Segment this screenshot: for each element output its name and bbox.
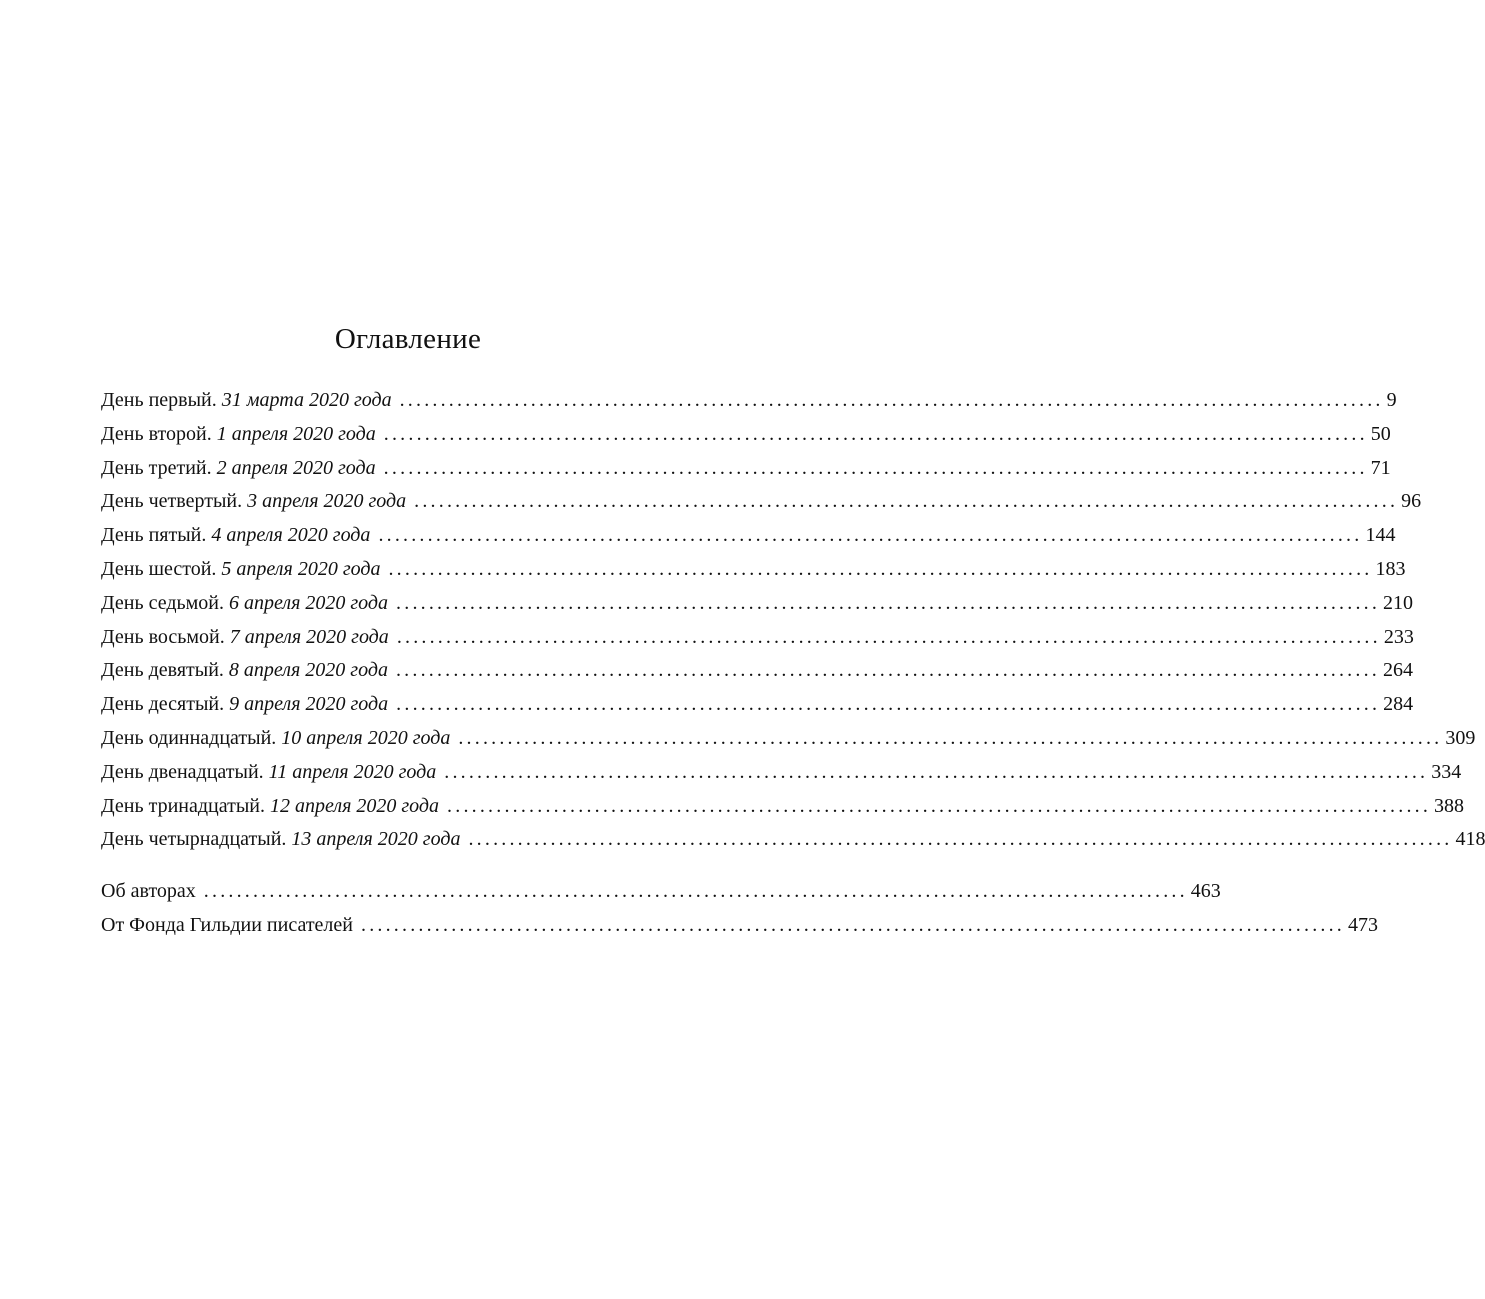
toc-entry-label [101, 524, 370, 547]
toc-entry-date: 31 марта 2020 года [221, 389, 392, 411]
dot-leader: ........................................................................................................................ [414, 490, 1399, 513]
toc-entry-date: 1 апреля 2020 года [216, 422, 376, 445]
toc-entry-date: 5 апреля 2020 года [221, 557, 381, 580]
toc-entry-day: День седьмой. [101, 591, 224, 614]
toc-entry-day: День третий. [101, 456, 212, 479]
toc-entry-label [101, 423, 376, 446]
toc-entry-page: 334 [1431, 760, 1462, 783]
dot-leader: ........................................................................................................................ [388, 557, 1373, 580]
toc-entry [101, 828, 1485, 862]
toc-entry-label [101, 389, 392, 412]
toc-entry-page: 473 [1348, 913, 1378, 936]
dot-leader: ........................................................................................................................ [361, 913, 1345, 936]
dot-leader: ........................................................................................................................ [447, 794, 1432, 817]
toc-entry-day: День четвертый. [101, 490, 243, 513]
dot-leader: ........................................................................................................................ [378, 524, 1363, 547]
toc-entry-page: 210 [1383, 591, 1414, 614]
toc-entry-label [101, 795, 439, 818]
toc-entry-day: День пятый. [101, 524, 207, 547]
toc-entry-label [101, 828, 460, 851]
toc-entry-page: 144 [1365, 524, 1396, 547]
toc-entry [101, 625, 1414, 660]
toc-entry [101, 913, 1378, 948]
dot-leader: ........................................................................................................................ [468, 828, 1453, 851]
toc-entry-date: 6 апреля 2020 года [228, 591, 389, 614]
dot-leader: ........................................................................................................................ [396, 591, 1381, 614]
toc-entry-page: 463 [1190, 880, 1221, 903]
toc-entry-label [101, 490, 406, 513]
toc-entry-label: Об авторах [101, 880, 196, 903]
toc-entry-page: 183 [1375, 557, 1406, 580]
toc-entry-label [101, 761, 436, 784]
toc-entry [101, 490, 1422, 524]
toc-entry [101, 456, 1391, 491]
toc-entry-label [101, 626, 389, 649]
dot-leader: ........................................................................................................................ [383, 422, 1368, 445]
toc-entry-label [101, 693, 388, 716]
toc-entry-date: 11 апреля 2020 года [268, 760, 437, 783]
dot-leader: ........................................................................................................................ [203, 880, 1188, 903]
toc-entry-label [101, 659, 388, 682]
toc-entry-label [101, 457, 376, 480]
toc-entry-day: День тринадцатый. [101, 794, 265, 817]
toc-entry [101, 726, 1476, 761]
toc-entry-day: День восьмой. [101, 625, 225, 648]
toc-entry-day: День десятый. [101, 693, 225, 716]
toc-entry-page: 96 [1401, 490, 1422, 513]
toc-entry [101, 389, 1397, 423]
toc-entry [101, 794, 1465, 829]
toc-entry [101, 659, 1413, 693]
toc-entry-date: 13 апреля 2020 года [291, 828, 461, 851]
toc-entry [101, 422, 1391, 457]
toc-entry-date: 7 апреля 2020 года [229, 625, 389, 648]
toc-entry [101, 591, 1414, 626]
toc-entry-day: День первый. [101, 389, 217, 411]
toc-entry [101, 760, 1462, 795]
section-spacer [101, 862, 715, 880]
toc-entry-page: 233 [1383, 625, 1414, 648]
toc-entry-page: 284 [1383, 693, 1414, 716]
page-title: Оглавление [334, 323, 482, 355]
dot-leader: ........................................................................................................................ [396, 625, 1381, 648]
toc-entry-day: День девятый. [101, 659, 224, 682]
toc-entry-date: 2 апреля 2020 года [216, 456, 376, 479]
toc-entry-date: 9 апреля 2020 года [229, 693, 389, 716]
toc-entry-label [101, 727, 450, 750]
toc-entry-date: 8 апреля 2020 года [228, 659, 388, 682]
toc-entry-page: 9 [1386, 389, 1397, 411]
toc-entry-date: 12 апреля 2020 года [269, 794, 440, 817]
toc-entry-label: От Фонда Гильдии писателей [101, 913, 353, 936]
toc-entry [101, 880, 1221, 914]
toc-entry-date: 3 апреля 2020 года [247, 490, 407, 513]
toc-entry-page: 71 [1370, 456, 1391, 479]
dot-leader: ........................................................................................................................ [444, 760, 1429, 783]
toc-entry-day: День четырнадцатый. [101, 828, 287, 851]
toc-entry-page: 418 [1455, 828, 1485, 851]
toc-entry-day: День двенадцатый. [101, 760, 264, 783]
dot-leader: ........................................................................................................................ [458, 726, 1443, 749]
table-of-contents [101, 389, 1485, 948]
toc-entry-date: 10 апреля 2020 года [281, 726, 451, 749]
toc-entry-day: День второй. [101, 422, 212, 445]
toc-entry-date: 4 апреля 2020 года [211, 524, 371, 547]
dot-leader: ........................................................................................................................ [395, 659, 1380, 682]
toc-entry-page: 309 [1445, 726, 1476, 749]
toc-entry-page: 264 [1382, 659, 1413, 682]
toc-entry-label [101, 558, 380, 581]
toc-entry-page: 50 [1370, 422, 1391, 445]
toc-entry-day: День шестой. [101, 557, 217, 580]
toc-entry [101, 524, 1396, 558]
dot-leader: ........................................................................................................................ [383, 456, 1368, 479]
toc-entry [101, 693, 1414, 727]
toc-entry [101, 557, 1406, 592]
toc-entry-page: 388 [1434, 794, 1465, 817]
toc-entry-day: День одиннадцатый. [101, 726, 277, 749]
toc-entry-label [101, 592, 388, 615]
dot-leader: ........................................................................................................................ [396, 693, 1381, 716]
dot-leader: ........................................................................................................................ [399, 389, 1384, 411]
